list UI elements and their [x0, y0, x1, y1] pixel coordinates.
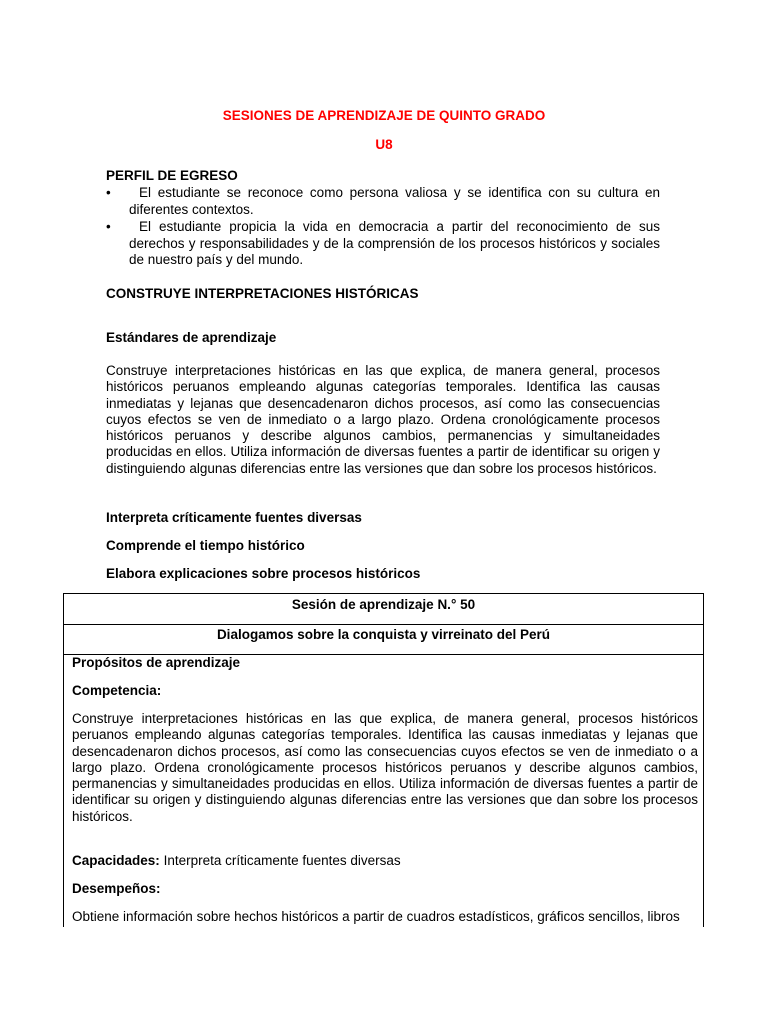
perfil-item	[106, 185, 660, 218]
capacidades-line	[72, 853, 698, 868]
competencia-heading: CONSTRUYE INTERPRETACIONES HISTÓRICAS	[106, 286, 419, 301]
capacidad-heading: Comprende el tiempo histórico	[106, 538, 305, 553]
session-table	[63, 593, 704, 927]
bullet-icon: •	[106, 219, 111, 234]
perfil-heading: PERFIL DE EGRESO	[106, 168, 238, 183]
session-name-row: Dialogamos sobre la conquista y virreinato del Perú	[64, 624, 703, 655]
estandares-heading: Estándares de aprendizaje	[106, 330, 277, 345]
desempenos-label: Desempeños:	[72, 881, 161, 896]
capacidad-heading: Elabora explicaciones sobre procesos históricos	[106, 566, 421, 581]
session-number-row: Sesión de aprendizaje N.° 50	[64, 594, 703, 625]
perfil-item-text: El estudiante se reconoce como persona valiosa y se identifica con su cultura en diferentes contextos.	[129, 185, 660, 217]
perfil-item	[106, 219, 660, 269]
capacidades-label: Capacidades:	[72, 853, 160, 868]
desempenos-paragraph: Obtiene información sobre hechos históricos a partir de cuadros estadísticos, gráficos sencillos, libros	[72, 909, 680, 924]
competencia-label: Competencia:	[72, 683, 162, 698]
competencia-paragraph: Construye interpretaciones históricas en las que explica, de manera general, procesos históricos peruanos empleando algunas categorías temporales. Identifica las causas inmediatas y lejanas que desencadenaron dichos procesos, así como las consecuencias cuyos efectos se ven de inmediato o a largo plazo. Ordena cronológicamente procesos históricos peruanos y describe algunos cambios, permanencias y simultaneidades producidas en ellos. Utiliza información de diversas fuentes a partir de identificar su origen y distinguiendo algunas diferencias entre las versiones que dan sobre los procesos históricos.	[72, 711, 698, 824]
estandares-paragraph: Construye interpretaciones históricas en las que explica, de manera general, procesos históricos peruanos empleando algunas categorías temporales. Identifica las causas inmediatas y lejanas que desencadenaron dichos procesos, así como las consecuencias cuyos efectos se ven de inmediato o a largo plazo. Ordena cronológicamente procesos históricos peruanos y describe algunos cambios, permanencias y simultaneidades producidas en ellos. Utiliza información de diversas fuentes a partir de identificar su origen y distinguiendo algunas diferencias entre las versiones que dan sobre los procesos históricos.	[106, 363, 660, 476]
unit-label: U8	[375, 137, 393, 152]
capacidades-value: Interpreta críticamente fuentes diversas	[163, 853, 401, 868]
bullet-icon: •	[106, 185, 111, 200]
perfil-item-text: El estudiante propicia la vida en democracia a partir del reconocimiento de sus derechos y responsabilidades y de la comprensión de los procesos históricos y sociales de nuestro país y del mundo.	[129, 219, 660, 268]
document-title: SESIONES DE APRENDIZAJE DE QUINTO GRADO	[222, 108, 546, 123]
propositos-label: Propósitos de aprendizaje	[72, 655, 241, 670]
capacidad-heading: Interpreta críticamente fuentes diversas	[106, 510, 362, 525]
